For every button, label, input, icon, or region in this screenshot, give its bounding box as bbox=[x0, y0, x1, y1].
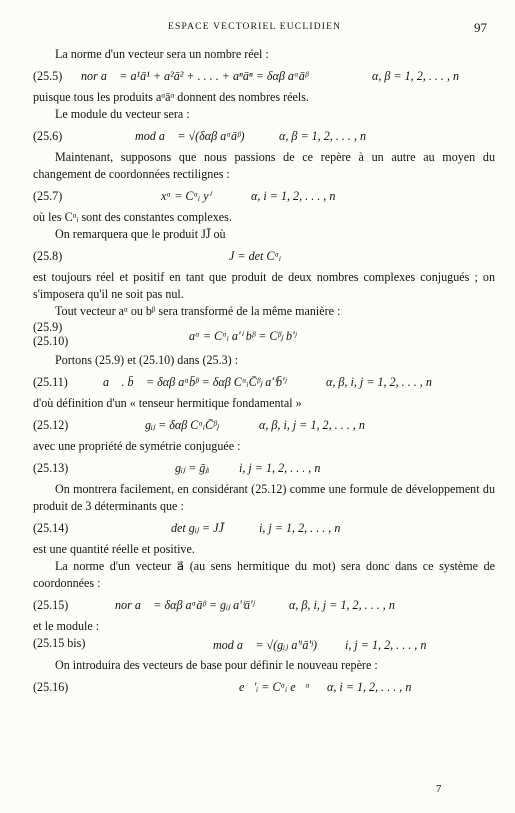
index-range: α, i = 1, 2, . . . , n bbox=[327, 680, 412, 694]
paragraph: La norme d'un vecteur a⃗ (au sens hermitique du mot) sera donc dans ce système de coordonnées : bbox=[33, 559, 495, 590]
equation-number: (25.15) bbox=[33, 598, 69, 612]
equation-expression: aᵅ = Cᵅᵢ a'ⁱ bᵝ = Cᵝⱼ b'ʲ bbox=[189, 329, 297, 343]
index-range: α, β, i, j = 1, 2, . . . , n bbox=[259, 418, 365, 432]
paragraph: avec une propriété de symétrie conjuguée : bbox=[33, 439, 241, 453]
paragraph: est une quantité réelle et positive. bbox=[33, 542, 195, 556]
paragraph: est toujours réel et positif en tant que produit de deux nombres complexes conjugués ; on s'imposera qu'il ne soit pas nul. bbox=[33, 270, 495, 301]
equation-25-8 bbox=[33, 243, 495, 269]
equation-25-15-bis bbox=[33, 635, 495, 657]
equation-expression: nor a⃗ = δαβ aᵅāᵝ = gᵢⱼ a'ⁱā'ʲ bbox=[115, 598, 255, 612]
equation-25-14 bbox=[33, 515, 495, 541]
equation-25-16 bbox=[33, 674, 495, 700]
equation-expression: xᵅ = Cᵅᵢ yⁱ bbox=[161, 189, 211, 203]
paragraph: On montrera facilement, en considérant (25.12) comme une formule de développement du produit de 3 déterminants que : bbox=[33, 482, 495, 513]
paragraph: Tout vecteur aᵅ ou bᵝ sera transformé de la même manière : bbox=[55, 304, 341, 318]
equation-number-25-9: (25.9) bbox=[33, 320, 63, 334]
equation-expression: gᵢⱼ = ḡⱼᵢ bbox=[175, 461, 210, 475]
signature-mark: 7 bbox=[436, 783, 442, 795]
equation-expression: det gᵢⱼ = JJ̄ bbox=[171, 521, 224, 535]
page-number: 97 bbox=[474, 20, 487, 35]
equation-25-9-25-10 bbox=[33, 320, 495, 352]
equation-expression: gᵢⱼ = δαβ CᵅᵢC̄ᵝⱼ bbox=[145, 418, 219, 432]
equation-number: (25.7) bbox=[33, 189, 63, 203]
paragraph: Maintenant, supposons que nous passions de ce repère à un autre au moyen du changement de coordonnées rectilignes : bbox=[33, 150, 495, 181]
equation-number: (25.8) bbox=[33, 249, 63, 263]
paragraph: La norme d'un vecteur sera un nombre réel : bbox=[55, 47, 269, 61]
paragraph: et le module : bbox=[33, 619, 100, 633]
equation-expression: mod a⃗ = √(δαβ aᵅāᵝ) bbox=[135, 129, 245, 143]
page-body bbox=[33, 46, 495, 700]
equation-expression: nor a⃗ = a¹ā¹ + a²ā² + . . . . + aⁿāⁿ = δαβ aᵅāᵝ bbox=[81, 69, 309, 83]
index-range: α, β, i, j = 1, 2, . . . , n bbox=[326, 375, 432, 389]
paragraph: d'où définition d'un « tenseur hermitique fondamental » bbox=[33, 396, 302, 410]
equation-number-25-10: (25.10) bbox=[33, 334, 69, 348]
equation-number: (25.14) bbox=[33, 521, 69, 535]
paragraph: On introduira des vecteurs de base pour définir le nouveau repère : bbox=[55, 658, 378, 672]
index-range: i, j = 1, 2, . . . , n bbox=[239, 461, 321, 475]
equation-25-15 bbox=[33, 592, 495, 618]
running-title: ESPACE VECTORIEL EUCLIDIEN bbox=[168, 22, 342, 32]
equation-number bbox=[33, 320, 68, 348]
equation-number: (25.6) bbox=[33, 129, 63, 143]
paragraph: puisque tous les produits aᵅāᵅ donnent des nombres réels. bbox=[33, 90, 309, 104]
page-header bbox=[0, 20, 515, 38]
index-range: α, β = 1, 2, . . . , n bbox=[279, 129, 367, 143]
equation-25-7 bbox=[33, 183, 495, 209]
equation-expression: mod a⃗ = √(gᵢⱼ a'ⁱā'ʲ) bbox=[213, 638, 318, 652]
equation-number: (25.5) bbox=[33, 69, 63, 83]
equation-25-6 bbox=[33, 123, 495, 149]
index-range: i, j = 1, 2, . . . , n bbox=[345, 638, 427, 652]
paragraph: On remarquera que le produit JJ̄ où bbox=[55, 227, 226, 241]
equation-expression: J = det Cᵅᵢ bbox=[229, 249, 282, 263]
index-range: α, β, i, j = 1, 2, . . . , n bbox=[289, 598, 395, 612]
paragraph: Le module du vecteur sera : bbox=[55, 107, 190, 121]
equation-number: (25.13) bbox=[33, 461, 69, 475]
paragraph: Portons (25.9) et (25.10) dans (25.3) : bbox=[55, 353, 239, 367]
equation-number: (25.11) bbox=[33, 375, 68, 389]
paragraph: où les Cᵅᵢ sont des constantes complexes. bbox=[33, 210, 232, 224]
index-range: α, i = 1, 2, . . . , n bbox=[251, 189, 336, 203]
equation-number: (25.15 bis) bbox=[33, 636, 86, 650]
equation-25-11 bbox=[33, 369, 495, 395]
index-range: i, j = 1, 2, . . . , n bbox=[259, 521, 341, 535]
equation-expression: a⃗ . b̄⃗ = δαβ aᵅb̄ᵝ = δαβ CᵅᵢC̄ᵝⱼ a'ⁱb̄'ʲ bbox=[103, 375, 287, 389]
equation-number: (25.16) bbox=[33, 680, 69, 694]
equation-25-12 bbox=[33, 412, 495, 438]
equation-25-5 bbox=[33, 63, 495, 89]
equation-number: (25.12) bbox=[33, 418, 69, 432]
equation-25-13 bbox=[33, 455, 495, 481]
equation-expression: e⃗'ᵢ = Cᵅᵢ e⃗ᵅ bbox=[239, 680, 310, 694]
index-range: α, β = 1, 2, . . . , n bbox=[372, 69, 460, 83]
